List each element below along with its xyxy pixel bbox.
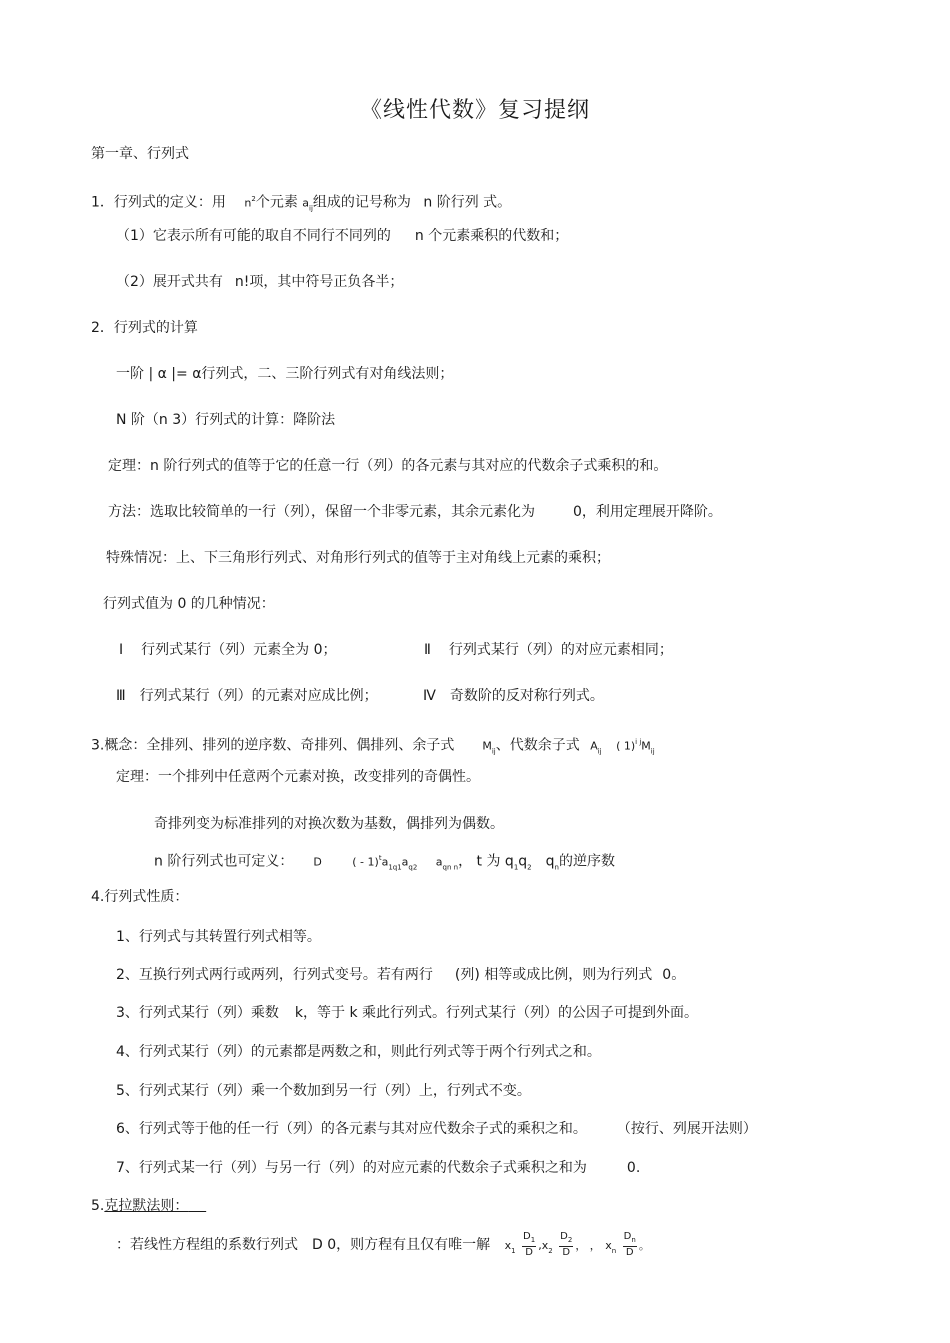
s1-p1b: n 个元素乘积的代数和； xyxy=(414,228,569,244)
s3-sign: ( - 1) xyxy=(352,855,379,869)
s4-prop-4: 4、行列式某行（列）的元素都是两数之和，则此行列式等于两个行列式之和。 xyxy=(116,1044,601,1060)
s4-p2b: (列) 相等或成比例，则为行列式 xyxy=(454,967,653,983)
s2-method-b: 0，利用定理展开降阶。 xyxy=(573,504,722,520)
s4-p6b: （按行、列展开法则） xyxy=(616,1121,757,1137)
s2-case-2 xyxy=(424,641,673,659)
page-title: 《线性代数》复习提纲 xyxy=(359,98,590,123)
s4-prop-1: 1、行列式与其转置行列式相等。 xyxy=(116,929,321,945)
s4-p7b: 0. xyxy=(626,1160,641,1176)
s3-text-b: 、代数余子式 xyxy=(495,737,580,754)
s5-frac-n: $\frac{D_n}{D}$ xyxy=(623,1231,636,1258)
s3-paren: ( 1) xyxy=(616,739,636,753)
s1-text-b: 个元素 xyxy=(255,194,298,211)
s3-tail3: q xyxy=(545,853,555,870)
s5-dots: ， ， xyxy=(575,1239,601,1252)
s3-M2: M xyxy=(641,739,651,753)
case-1-num: Ⅰ xyxy=(119,642,124,658)
s5-x2: x xyxy=(541,1239,549,1252)
s3-tail2: q xyxy=(518,853,528,870)
s1-point-2 xyxy=(116,273,403,291)
section-3-heading xyxy=(91,733,655,760)
s2-line-1: 一阶 | α |= α行列式，二、三阶行列式有对角线法则； xyxy=(116,366,454,382)
s2-line-2: N 阶（n 3）行列式的计算：降阶法 xyxy=(116,412,336,428)
s5-frac-2: $\frac{D_2}{D}$ xyxy=(560,1231,573,1258)
s5-frac2-den: D xyxy=(562,1247,571,1258)
s1-text-d: n 阶行列 式。 xyxy=(423,194,512,211)
s1-p2a: （2）展开式共有 xyxy=(116,274,223,290)
s5-frac-1: $\frac{D_1}{D}$ xyxy=(523,1231,536,1258)
s4-p6a: 6、行列式等于他的任一行（列）的各元素与其对应代数余子式的乘积之和。 xyxy=(116,1121,587,1137)
s3-tail: ， t 为 q xyxy=(458,853,514,870)
s2-case-3 xyxy=(116,687,378,705)
s2-zero-cases: 行列式值为 0 的几种情况： xyxy=(103,596,275,612)
s2-theorem: 定理：n 阶行列式的值等于它的任意一行（列）的各元素与其对应的代数余子式乘积的和。 xyxy=(108,458,668,474)
s3-A: A xyxy=(590,739,598,753)
s3-text-a: 3.概念：全排列、排列的逆序数、奇排列、偶排列、余子式 xyxy=(91,737,455,754)
s1-sq: 2 xyxy=(251,195,256,203)
s5-frac1-den: D xyxy=(525,1247,533,1258)
s1-ij: ij xyxy=(309,204,313,213)
section-2-heading: 2．行列式的计算 xyxy=(91,320,198,336)
s3-theorem: 定理：一个排列中任意两个元素对换，改变排列的奇偶性。 xyxy=(116,769,480,785)
s3-q-sub1: 1 xyxy=(513,863,519,872)
s1-point-1 xyxy=(116,227,568,245)
s1-a: a xyxy=(302,196,310,210)
s4-prop-2 xyxy=(116,966,685,984)
case-2-text: 行列式某行（列）的对应元素相同； xyxy=(448,642,673,658)
s5-frac1-num: D xyxy=(523,1231,531,1242)
s2-method xyxy=(108,503,722,521)
s5-cramer-rule: ：若线性方程组的系数行列式 D 0，则方程有且仅有唯一解 $x_1$ $\frac{D_1}{D}$ $,x_2$ $\frac{D_2}{D}$ ， ， $x_n$ $\frac{D_n}{D}$ 。 xyxy=(116,1231,650,1258)
case-3-text: 行列式某行（列）的元素对应成比例； xyxy=(139,688,378,704)
s5-fracn-den: D xyxy=(625,1247,634,1258)
s3-def-a: n 阶行列式也可定义： xyxy=(154,853,294,870)
s3-D: D xyxy=(313,855,322,869)
s1-text-a: 1．行列式的定义：用 xyxy=(91,194,226,211)
s5-xn: x xyxy=(605,1239,612,1252)
s5-xn-sub: n xyxy=(611,1246,617,1255)
s5-l1a: ：若线性方程组的系数行列式 xyxy=(116,1237,298,1253)
s4-p3b: k，等于 k 乘此行列式。行列式某行（列）的公因子可提到外面。 xyxy=(294,1005,699,1021)
s2-case-4 xyxy=(423,687,604,705)
s4-prop-7 xyxy=(116,1159,640,1177)
case-3-num: Ⅲ xyxy=(116,688,126,704)
case-2-num: Ⅱ xyxy=(424,642,431,658)
s5-end: 。 xyxy=(638,1239,650,1252)
s5-l1b: D 0，则方程有且仅有唯一解 xyxy=(312,1237,491,1253)
chapter-heading: 第一章、行列式 xyxy=(91,146,189,162)
s3-tail4: 的逆序数 xyxy=(558,853,615,870)
case-1-text: 行列式某行（列）元素全为 0； xyxy=(141,642,337,658)
s5-x2-sub: 2 xyxy=(548,1246,553,1255)
s5-head-text: 克拉默法则： xyxy=(104,1198,189,1214)
s4-p2a: 2、互换行列式两行或两列，行列式变号。若有两行 xyxy=(116,967,433,983)
section-1-heading xyxy=(91,190,511,217)
s5-head-num: 5. xyxy=(91,1198,105,1214)
section-5-heading xyxy=(91,1197,206,1215)
s5-fracn-num: D xyxy=(623,1231,632,1242)
s4-p2c: 0。 xyxy=(662,967,686,983)
s3-Aij: ij xyxy=(597,747,602,756)
s4-p7a: 7、行列式某一行（列）与另一行（列）的对应元素的代数余子式乘积之和为 xyxy=(116,1160,587,1176)
s3-exp: i j xyxy=(635,738,642,746)
section-4-heading: 4.行列式性质： xyxy=(91,889,189,905)
s5-x1: x xyxy=(504,1239,512,1252)
s3-an: a xyxy=(435,855,443,869)
s3-definition: n 阶行列式也可定义： D ( - $1)^ta_{1q1}a_{q2}$ $a_{qn n}$， t 为 $q_1q_2$ $q_n$的逆序数 xyxy=(154,853,615,872)
s3-odd-perm: 奇排列变为标准排列的对换次数为基数，偶排列为偶数。 xyxy=(154,816,504,832)
s2-special: 特殊情况：上、下三角形行列式、对角形行列式的值等于主对角线上元素的乘积； xyxy=(106,550,610,566)
s4-prop-3 xyxy=(116,1004,698,1022)
s3-a1: a xyxy=(381,855,389,869)
s3-mij: ij xyxy=(491,747,496,756)
s1-p1a: （1）它表示所有可能的取自不同行不同列的 xyxy=(116,228,391,244)
case-4-text: 奇数阶的反对称行列式。 xyxy=(449,688,604,704)
s1-p2b: n!项，其中符号正负各半； xyxy=(234,274,404,290)
s1-text-c: 组成的记号称为 xyxy=(312,194,411,211)
s3-a2: a xyxy=(401,855,409,869)
s5-x1-sub: 1 xyxy=(511,1246,516,1255)
s2-case-1 xyxy=(119,641,337,659)
s3-t: t xyxy=(378,854,382,862)
s5-frac2-num: D xyxy=(560,1231,568,1242)
s4-prop-5: 5、行列式某行（列）乘一个数加到另一行（列）上，行列式不变。 xyxy=(116,1083,531,1099)
s3-m: M xyxy=(482,739,492,753)
s4-p3a: 3、行列式某行（列）乘数 xyxy=(116,1005,279,1021)
case-4-num: Ⅳ xyxy=(423,688,436,704)
s1-n: n xyxy=(244,196,252,210)
s2-method-a: 方法：选取比较简单的一行（列），保留一个非零元素，其余元素化为 xyxy=(108,504,535,520)
s3-M2ij: ij xyxy=(650,747,655,756)
s4-prop-6 xyxy=(116,1120,757,1138)
